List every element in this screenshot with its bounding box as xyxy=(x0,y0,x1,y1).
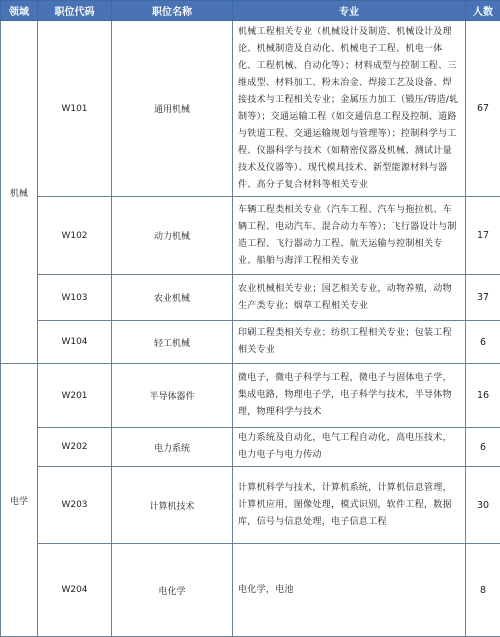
header-name: 职位名称 xyxy=(112,1,233,21)
code-cell: W203 xyxy=(38,467,112,544)
code-cell: W102 xyxy=(38,197,112,275)
name-cell: 轻工机械 xyxy=(112,321,233,364)
major-cell: 计算机科学与技术，计算机系统，计算机信息管理，计算机应用，图像处理，模式识别，软件工程，数据库，信号与信息处理，电子信息工程 xyxy=(233,467,466,544)
name-cell: 半导体器件 xyxy=(112,364,233,428)
table-row xyxy=(1,197,500,275)
field-cell: 电学 xyxy=(1,364,38,637)
table-row xyxy=(1,364,500,428)
table-row xyxy=(1,321,500,364)
name-cell: 通用机械 xyxy=(112,21,233,197)
count-cell: 67 xyxy=(466,21,500,197)
major-cell: 印刷工程类相关专业；纺织工程相关专业；包装工程相关专业 xyxy=(233,321,466,364)
count-cell: 17 xyxy=(466,197,500,275)
table-row xyxy=(1,275,500,321)
count-cell: 37 xyxy=(466,275,500,321)
count-cell: 30 xyxy=(466,467,500,544)
code-cell: W101 xyxy=(38,21,112,197)
name-cell: 动力机械 xyxy=(112,197,233,275)
code-cell: W202 xyxy=(38,428,112,467)
header-count: 人数 xyxy=(466,1,500,21)
table-row xyxy=(1,428,500,467)
table-row xyxy=(1,467,500,544)
name-cell: 计算机技术 xyxy=(112,467,233,544)
code-cell: W103 xyxy=(38,275,112,321)
table-row xyxy=(1,21,500,197)
major-cell: 电力系统及自动化，电气工程自动化，高电压技术，电力电子与电力传动 xyxy=(233,428,466,467)
field-cell: 机械 xyxy=(1,21,38,364)
header-row xyxy=(1,1,500,21)
name-cell: 电化学 xyxy=(112,544,233,637)
count-cell: 6 xyxy=(466,428,500,467)
count-cell: 8 xyxy=(466,544,500,637)
code-cell: W204 xyxy=(38,544,112,637)
code-cell: W104 xyxy=(38,321,112,364)
major-cell: 车辆工程类相关专业（汽车工程、汽车与拖拉机、车辆工程、电动汽车、混合动力车等）；飞行器设计与制造工程、飞行器动力工程、航天运输与控制相关专业、船舶与海洋工程相关专业 xyxy=(233,197,466,275)
header-field: 领域 xyxy=(1,1,38,21)
major-cell: 机械工程相关专业（机械设计及制造、机械设计及理论、机械制造及自动化、机械电子工程、机电一体化、工程机械、自动化等）；材料成型与控制工程、三维成型、材料加工、粉末冶金、焊接工艺及设备、焊接技术与工程相关专业；金属压力加工（锻压/铸造/轧制等）；交通运输工程（如交通信息工程及控制、道路与铁道工程、交通运输规划与管理等）；控制科学与工程、仪器科学与技术（如精密仪器及机械、测试计量技术及仪器等）、现代模具技术、新型能源材料与器件、高分子复合材料等相关专业 xyxy=(233,21,466,197)
header-code: 职位代码 xyxy=(38,1,112,21)
major-cell: 微电子，微电子科学与工程，微电子与固体电子学，集成电路，物理电子学，电子科学与技术，半导体物理，物理科学与技术 xyxy=(233,364,466,428)
major-cell: 电化学，电池 xyxy=(233,544,466,637)
count-cell: 6 xyxy=(466,321,500,364)
count-cell: 16 xyxy=(466,364,500,428)
code-cell: W201 xyxy=(38,364,112,428)
header-major: 专业 xyxy=(233,1,466,21)
name-cell: 电力系统 xyxy=(112,428,233,467)
table-row xyxy=(1,544,500,637)
name-cell: 农业机械 xyxy=(112,275,233,321)
major-cell: 农业机械相关专业；园艺相关专业，动物养殖，动物生产类专业；烟草工程相关专业 xyxy=(233,275,466,321)
